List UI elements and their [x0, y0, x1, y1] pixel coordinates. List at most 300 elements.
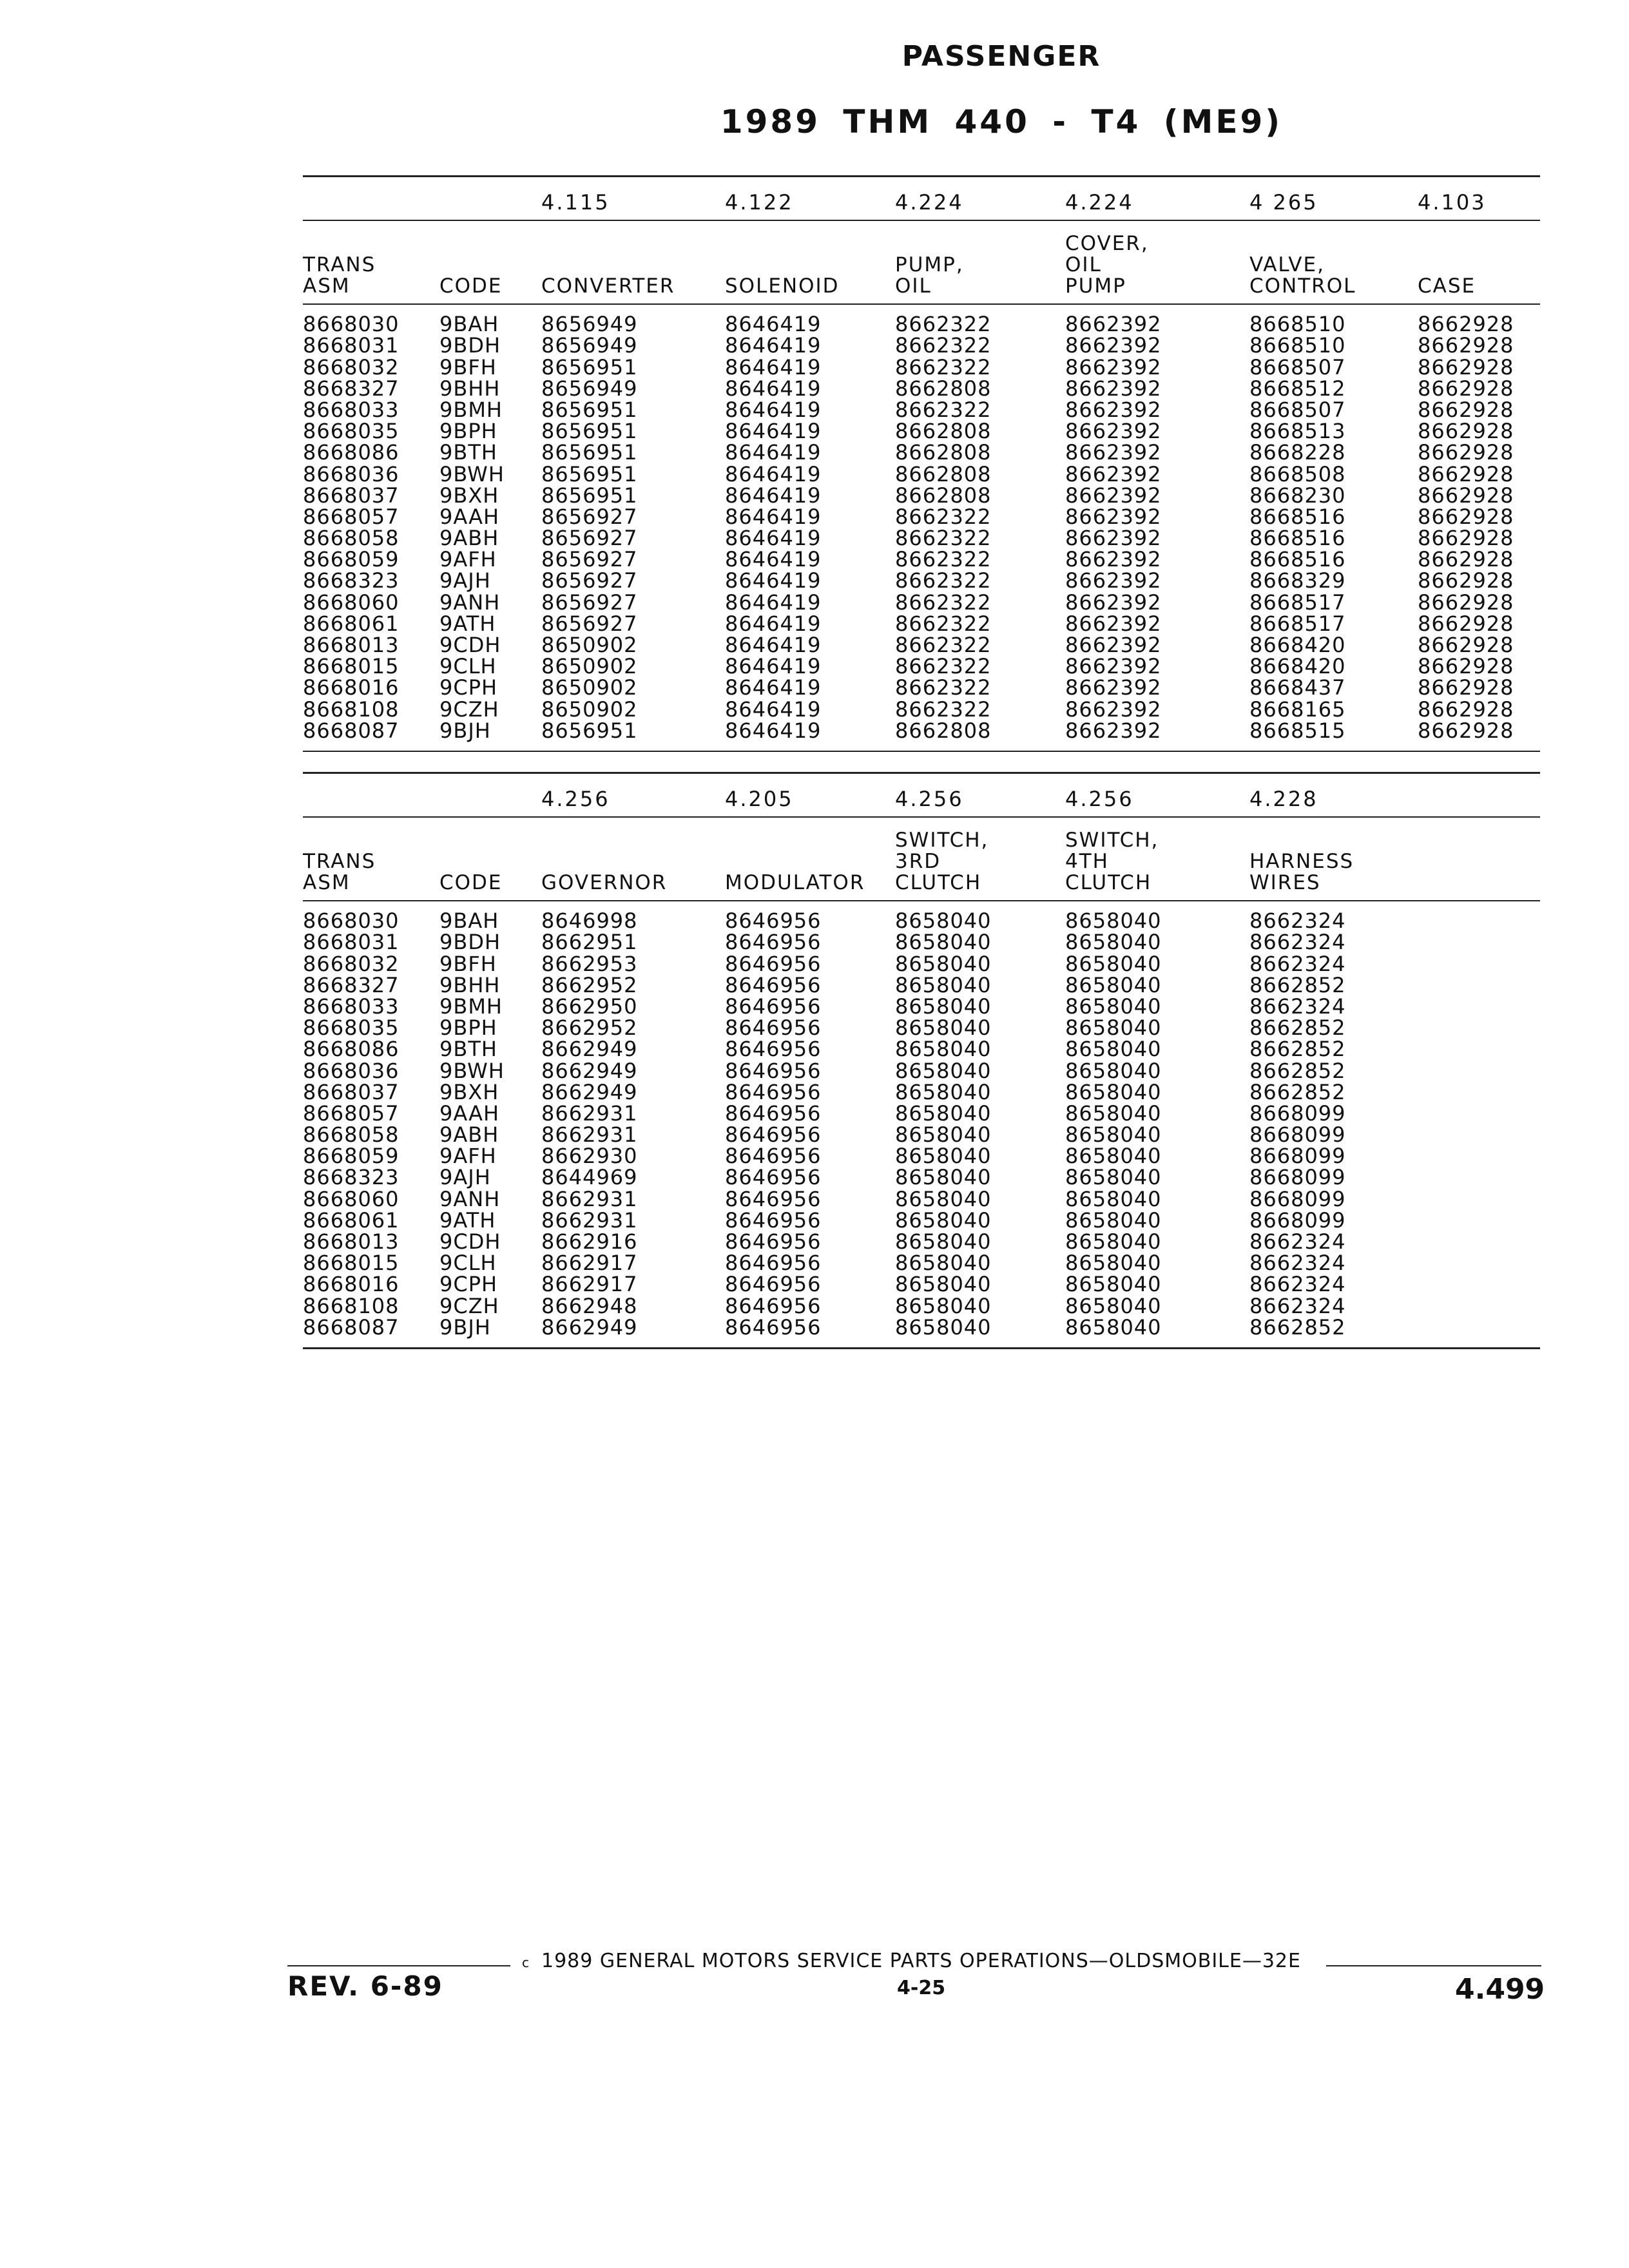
table-cell: 8668099 — [1249, 1144, 1346, 1169]
parts-table-1 — [303, 175, 1540, 752]
table-cell: 9CDH — [439, 1229, 501, 1254]
table-cell: 8662322 — [895, 697, 992, 722]
table-row — [303, 972, 1540, 997]
table-row — [303, 1079, 1540, 1104]
table-cell: 8658040 — [895, 1122, 992, 1148]
column-header: MODULATOR — [725, 871, 865, 894]
table-cell: 9ANH — [439, 1186, 501, 1211]
table-cell: 9BWH — [439, 1058, 505, 1083]
table-cell: 9CPH — [439, 675, 498, 700]
table-cell: 8668507 — [1249, 354, 1346, 380]
table-cell: 8662948 — [541, 1293, 638, 1318]
table-body — [303, 305, 1540, 751]
column-header-row — [303, 221, 1540, 303]
table-cell: 8668035 — [303, 1015, 400, 1041]
table-cell: 8662392 — [1065, 333, 1162, 358]
table-row — [303, 1207, 1540, 1233]
table-cell: 8658040 — [895, 1144, 992, 1169]
page-subtitle: 1989 THM 440 - T4 (ME9) — [720, 103, 1283, 140]
page-number: 4.499 — [1455, 1973, 1545, 2006]
table-cell: 8646956 — [725, 972, 822, 997]
table-cell: 8668031 — [303, 930, 400, 955]
table-row — [303, 549, 1540, 570]
table-cell: 8668030 — [303, 312, 400, 337]
table-row — [303, 335, 1540, 356]
table-cell: 8658040 — [1065, 951, 1162, 976]
table-cell: 8656927 — [541, 504, 638, 529]
table-cell: 8668516 — [1249, 547, 1346, 572]
table-cell: 8658040 — [895, 1186, 992, 1211]
column-header: TRANS ASM — [303, 253, 376, 298]
table-cell: 8646956 — [725, 1058, 822, 1083]
column-header: GOVERNOR — [541, 871, 668, 894]
table-cell: 8646419 — [725, 376, 822, 401]
table-cell: 8658040 — [895, 1015, 992, 1041]
table-cell: 8668013 — [303, 633, 400, 657]
table-cell: 8662808 — [895, 461, 992, 486]
table-row — [303, 442, 1540, 463]
table-row — [303, 528, 1540, 549]
table-row — [303, 1253, 1540, 1274]
table-cell: 8662392 — [1065, 312, 1162, 337]
table-cell: 8668420 — [1249, 633, 1346, 657]
table-cell: 8662324 — [1249, 1293, 1346, 1318]
column-reference: 4 265 — [1249, 190, 1318, 215]
table-cell: 8668508 — [1249, 461, 1346, 486]
table-cell: 8668517 — [1249, 611, 1346, 636]
table-cell: 8658040 — [1065, 1058, 1162, 1083]
table-row — [303, 485, 1540, 506]
table-cell: 8662324 — [1249, 930, 1346, 955]
table-cell: 8662953 — [541, 951, 638, 976]
table-cell: 8646419 — [725, 568, 822, 593]
table-row — [303, 314, 1540, 335]
table-cell: 8668517 — [1249, 590, 1346, 615]
column-header: COVER, OIL PUMP — [1065, 232, 1149, 298]
table-cell: 8668060 — [303, 1186, 400, 1211]
table-cell: 9CPH — [439, 1272, 498, 1297]
table-cell: 8646419 — [725, 312, 822, 337]
table-cell: 8668086 — [303, 1037, 400, 1062]
table-cell: 8658040 — [895, 1229, 992, 1254]
table-cell: 8658040 — [1065, 994, 1162, 1019]
table-cell: 8646956 — [725, 1144, 822, 1169]
table-cell: 8662392 — [1065, 718, 1162, 743]
table-row — [303, 1274, 1540, 1295]
table-cell: 9AAH — [439, 504, 500, 529]
table-cell: 8662928 — [1418, 633, 1514, 657]
table-cell: 8662322 — [895, 504, 992, 529]
table-cell: 8662930 — [541, 1144, 638, 1169]
table-cell: 8668228 — [1249, 440, 1346, 465]
table-cell: 8658040 — [1065, 1122, 1162, 1148]
table-cell: 8658040 — [895, 1293, 992, 1318]
table-cell: 8662949 — [541, 1037, 638, 1062]
table-cell: 8658040 — [895, 1251, 992, 1276]
table-cell: 9BHH — [439, 972, 501, 997]
table-cell: 9AJH — [439, 1165, 491, 1190]
table-cell: 8646419 — [725, 633, 822, 657]
table-row — [303, 1124, 1540, 1146]
table-row — [303, 698, 1540, 720]
column-header: CASE — [1418, 274, 1476, 298]
table-row — [303, 1060, 1540, 1081]
table-cell: 8662852 — [1249, 1058, 1346, 1083]
table-cell: 8662322 — [895, 526, 992, 551]
table-cell: 8662808 — [895, 440, 992, 465]
table-cell: 8658040 — [895, 1100, 992, 1126]
table-cell: 8646956 — [725, 1015, 822, 1041]
table-cell: 8646956 — [725, 930, 822, 955]
column-header-row — [303, 818, 1540, 900]
table-cell: 8662392 — [1065, 526, 1162, 551]
table-cell: 8668099 — [1249, 1186, 1346, 1211]
table-cell: 8662324 — [1249, 1251, 1346, 1276]
column-reference: 4.115 — [541, 190, 610, 215]
column-reference: 4.256 — [541, 787, 610, 811]
table-cell: 8646419 — [725, 504, 822, 529]
table-cell: 8662916 — [541, 1229, 638, 1254]
column-reference: 4.103 — [1418, 190, 1487, 215]
table-cell: 8662852 — [1249, 1037, 1346, 1062]
table-cell: 8646956 — [725, 1293, 822, 1318]
table-cell: 8668099 — [1249, 1100, 1346, 1126]
table-cell: 8662928 — [1418, 526, 1514, 551]
table-cell: 8656927 — [541, 547, 638, 572]
reference-row — [303, 177, 1540, 220]
section-page-number: 4-25 — [897, 1977, 946, 1999]
table-cell: 8656951 — [541, 461, 638, 486]
table-cell: 8646956 — [725, 1037, 822, 1062]
table-cell: 8658040 — [1065, 1015, 1162, 1041]
table-cell: 8658040 — [895, 908, 992, 934]
table-cell: 8646956 — [725, 1272, 822, 1297]
table-cell: 9BAH — [439, 908, 499, 934]
table-cell: 9BMH — [439, 397, 503, 422]
table-cell: 8662928 — [1418, 590, 1514, 615]
table-cell: 8668327 — [303, 376, 400, 401]
table-cell: 8656927 — [541, 611, 638, 636]
table-cell: 8662392 — [1065, 397, 1162, 422]
table-cell: 8662852 — [1249, 1015, 1346, 1041]
table-row — [303, 656, 1540, 677]
reference-row — [303, 774, 1540, 816]
table-cell: 8662322 — [895, 333, 992, 358]
column-header: VALVE, CONTROL — [1249, 253, 1356, 298]
table-cell: 8662950 — [541, 994, 638, 1019]
column-header: SOLENOID — [725, 274, 840, 298]
table-cell: 8662392 — [1065, 461, 1162, 486]
table-cell: 8668032 — [303, 951, 400, 976]
table-cell: 8662928 — [1418, 333, 1514, 358]
column-header: CONVERTER — [541, 274, 675, 298]
table-cell: 8658040 — [1065, 1293, 1162, 1318]
table-cell: 8668086 — [303, 440, 400, 465]
table-cell: 8658040 — [1065, 1207, 1162, 1233]
copyright-symbol: c — [522, 1955, 530, 1970]
table-cell: 8646419 — [725, 354, 822, 380]
column-header: CODE — [439, 871, 503, 894]
table-cell: 8662928 — [1418, 419, 1514, 444]
table-cell: 8662951 — [541, 930, 638, 955]
table-cell: 8658040 — [895, 1079, 992, 1104]
table-cell: 8658040 — [895, 1272, 992, 1297]
table-cell: 8646419 — [725, 526, 822, 551]
table-cell: 8662324 — [1249, 1272, 1346, 1297]
parts-table-2 — [303, 772, 1540, 1349]
table-cell: 8662928 — [1418, 547, 1514, 572]
table-row — [303, 378, 1540, 399]
column-reference: 4.256 — [895, 787, 964, 811]
table-cell: 8668058 — [303, 526, 400, 551]
table-cell: 8662322 — [895, 312, 992, 337]
table-cell: 9BJH — [439, 1314, 491, 1340]
table-row — [303, 613, 1540, 635]
table-cell: 8668061 — [303, 1207, 400, 1233]
table-cell: 8646419 — [725, 697, 822, 722]
table-cell: 9ATH — [439, 611, 496, 636]
table-cell: 8658040 — [1065, 1144, 1162, 1169]
table-cell: 8662322 — [895, 675, 992, 700]
table-cell: 8668058 — [303, 1122, 400, 1148]
table-cell: 8662322 — [895, 654, 992, 679]
table-cell: 8662949 — [541, 1314, 638, 1340]
table-cell: 8668323 — [303, 568, 400, 593]
table-cell: 8662952 — [541, 972, 638, 997]
table-bottom-rule — [303, 751, 1540, 752]
table-cell: 9BTH — [439, 440, 497, 465]
revision-label: REV. 6-89 — [287, 1970, 443, 2002]
table-cell: 8646956 — [725, 908, 822, 934]
table-cell: 8668037 — [303, 483, 400, 508]
table-cell: 8668099 — [1249, 1165, 1346, 1190]
table-cell: 9BMH — [439, 994, 503, 1019]
table-cell: 9BAH — [439, 312, 499, 337]
column-reference: 4.205 — [725, 787, 794, 811]
table-cell: 8662392 — [1065, 483, 1162, 508]
column-header: CODE — [439, 274, 503, 298]
table-cell: 8658040 — [1065, 1186, 1162, 1211]
footer-rule-left — [287, 1965, 510, 1966]
table-cell: 8668033 — [303, 397, 400, 422]
table-cell: 8650902 — [541, 654, 638, 679]
table-cell: 8662392 — [1065, 419, 1162, 444]
table-cell: 8662392 — [1065, 654, 1162, 679]
table-cell: 8668057 — [303, 1100, 400, 1126]
table-cell: 8646419 — [725, 718, 822, 743]
table-row — [303, 399, 1540, 421]
table-cell: 8662852 — [1249, 1314, 1346, 1340]
table-row — [303, 677, 1540, 698]
table-cell: 8656949 — [541, 376, 638, 401]
table-cell: 8662949 — [541, 1079, 638, 1104]
table-cell: 9CZH — [439, 1293, 499, 1318]
table-cell: 8662928 — [1418, 675, 1514, 700]
copyright-line — [522, 1950, 1301, 1972]
table-cell: 9AAH — [439, 1100, 500, 1126]
table-cell: 8668033 — [303, 994, 400, 1019]
table-cell: 8668510 — [1249, 312, 1346, 337]
table-cell: 8662392 — [1065, 376, 1162, 401]
table-cell: 8662928 — [1418, 718, 1514, 743]
table-cell: 8662392 — [1065, 697, 1162, 722]
table-cell: 8646419 — [725, 483, 822, 508]
table-cell: 8668031 — [303, 333, 400, 358]
table-cell: 8662928 — [1418, 654, 1514, 679]
table-cell: 9BFH — [439, 951, 497, 976]
table-cell: 8658040 — [895, 930, 992, 955]
table-cell: 8658040 — [895, 1314, 992, 1340]
table-body — [303, 901, 1540, 1347]
table-row — [303, 570, 1540, 591]
table-cell: 8668165 — [1249, 697, 1346, 722]
table-cell: 8662928 — [1418, 376, 1514, 401]
table-cell: 8662949 — [541, 1058, 638, 1083]
table-cell: 8646956 — [725, 1186, 822, 1211]
table-cell: 8662324 — [1249, 994, 1346, 1019]
table-cell: 8658040 — [1065, 1100, 1162, 1126]
table-cell: 8668108 — [303, 697, 400, 722]
table-cell: 9BFH — [439, 354, 497, 380]
table-cell: 8668510 — [1249, 333, 1346, 358]
table-cell: 9AFH — [439, 547, 497, 572]
table-cell: 8668323 — [303, 1165, 400, 1190]
table-cell: 8662928 — [1418, 354, 1514, 380]
table-row — [303, 1167, 1540, 1188]
table-row — [303, 1314, 1540, 1340]
table-cell: 8658040 — [895, 1037, 992, 1062]
table-cell: 8668516 — [1249, 504, 1346, 529]
table-cell: 8646956 — [725, 1122, 822, 1148]
table-row — [303, 463, 1540, 485]
table-cell: 8656951 — [541, 354, 638, 380]
table-cell: 8662928 — [1418, 483, 1514, 508]
table-cell: 9AJH — [439, 568, 491, 593]
table-row — [303, 910, 1540, 932]
table-row — [303, 1231, 1540, 1253]
table-cell: 9ANH — [439, 590, 501, 615]
table-cell: 8668013 — [303, 1229, 400, 1254]
table-cell: 8650902 — [541, 675, 638, 700]
table-cell: 8662392 — [1065, 633, 1162, 657]
table-cell: 8662931 — [541, 1100, 638, 1126]
table-row — [303, 932, 1540, 953]
table-row — [303, 635, 1540, 656]
table-cell: 8668032 — [303, 354, 400, 380]
table-cell: 8658040 — [1065, 1037, 1162, 1062]
table-cell: 8646956 — [725, 1165, 822, 1190]
table-cell: 8662392 — [1065, 354, 1162, 380]
table-cell: 8658040 — [895, 1058, 992, 1083]
table-cell: 8662322 — [895, 397, 992, 422]
table-cell: 8646956 — [725, 1100, 822, 1126]
table-cell: 9BJH — [439, 718, 491, 743]
table-cell: 8662392 — [1065, 440, 1162, 465]
table-cell: 8662392 — [1065, 675, 1162, 700]
table-cell: 9BPH — [439, 419, 497, 444]
table-bottom-rule — [303, 1347, 1540, 1349]
table-cell: 8662808 — [895, 419, 992, 444]
table-cell: 8662322 — [895, 590, 992, 615]
table-cell: 8662392 — [1065, 590, 1162, 615]
table-cell: 8662931 — [541, 1207, 638, 1233]
table-cell: 8668108 — [303, 1293, 400, 1318]
table-cell: 8668016 — [303, 675, 400, 700]
column-header: SWITCH, 3RD CLUTCH — [895, 829, 989, 894]
table-cell: 9ABH — [439, 526, 499, 551]
column-header: PUMP, OIL — [895, 253, 964, 298]
table-cell: 8668087 — [303, 1314, 400, 1340]
table-cell: 8662322 — [895, 568, 992, 593]
column-header: HARNESS WIRES — [1249, 850, 1354, 894]
table-cell: 8662928 — [1418, 611, 1514, 636]
table-cell: 8662808 — [895, 376, 992, 401]
table-cell: 8650902 — [541, 697, 638, 722]
table-cell: 8662928 — [1418, 461, 1514, 486]
table-cell: 8656951 — [541, 397, 638, 422]
table-cell: 9BHH — [439, 376, 501, 401]
table-row — [303, 421, 1540, 442]
table-cell: 8646419 — [725, 397, 822, 422]
table-row — [303, 506, 1540, 528]
table-cell: 9ATH — [439, 1207, 496, 1233]
table-cell: 8658040 — [1065, 1272, 1162, 1297]
table-cell: 8658040 — [895, 1207, 992, 1233]
column-reference: 4.122 — [725, 190, 794, 215]
table-cell: 8662808 — [895, 718, 992, 743]
table-cell: 8668099 — [1249, 1122, 1346, 1148]
table-cell: 8656951 — [541, 718, 638, 743]
table-cell: 8646956 — [725, 1207, 822, 1233]
column-reference: 4.224 — [895, 190, 964, 215]
table-cell: 8658040 — [1065, 1079, 1162, 1104]
table-cell: 8662324 — [1249, 908, 1346, 934]
column-reference: 4.256 — [1065, 787, 1134, 811]
column-reference: 4.228 — [1249, 787, 1318, 811]
table-row — [303, 953, 1540, 974]
table-cell: 8646956 — [725, 1079, 822, 1104]
table-cell: 8668329 — [1249, 568, 1346, 593]
table-cell: 9ABH — [439, 1122, 499, 1148]
table-cell: 8656949 — [541, 333, 638, 358]
table-cell: 8668420 — [1249, 654, 1346, 679]
table-cell: 8662852 — [1249, 972, 1346, 997]
table-cell: 8668512 — [1249, 376, 1346, 401]
table-cell: 8668016 — [303, 1272, 400, 1297]
table-cell: 8668087 — [303, 718, 400, 743]
table-cell: 9CZH — [439, 697, 499, 722]
table-cell: 8668060 — [303, 590, 400, 615]
table-cell: 8668437 — [1249, 675, 1346, 700]
table-cell: 8658040 — [1065, 1314, 1162, 1340]
table-cell: 8668099 — [1249, 1207, 1346, 1233]
table-cell: 9CLH — [439, 654, 497, 679]
table-cell: 8650902 — [541, 633, 638, 657]
table-row — [303, 1146, 1540, 1167]
table-row — [303, 1017, 1540, 1039]
table-cell: 8656951 — [541, 483, 638, 508]
table-cell: 8668015 — [303, 1251, 400, 1276]
table-cell: 8646419 — [725, 461, 822, 486]
table-cell: 8662931 — [541, 1122, 638, 1148]
table-cell: 8656949 — [541, 312, 638, 337]
table-row — [303, 720, 1540, 742]
table-cell: 8668059 — [303, 547, 400, 572]
table-cell: 8662917 — [541, 1251, 638, 1276]
table-cell: 8646419 — [725, 654, 822, 679]
table-row — [303, 356, 1540, 378]
table-cell: 8662931 — [541, 1186, 638, 1211]
